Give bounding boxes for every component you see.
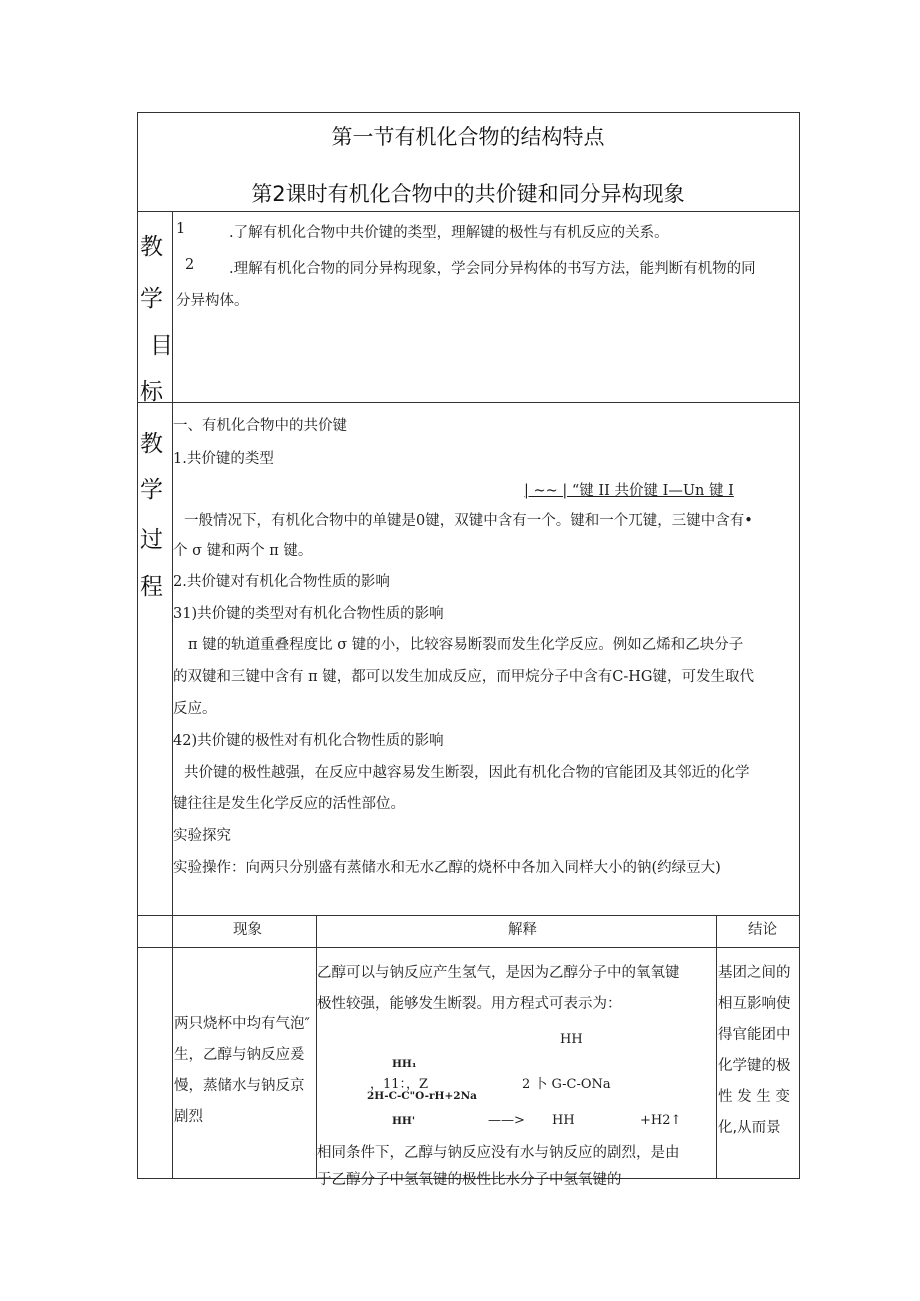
equation-reactant: 2H-C-C"O-rH+2Na xyxy=(367,1090,477,1102)
objective-1-number: 1 xyxy=(176,221,186,237)
objectives-label-char: 教 xyxy=(140,234,163,260)
phenomenon-line: 生，乙醇与钠反应爰 xyxy=(174,1047,305,1063)
paragraph-line: 键往往是发生化学反应的活性部位。 xyxy=(173,796,405,812)
process-label-char: 教 xyxy=(140,431,163,457)
explanation-line: 极性较强，能够发生断裂。用方程式可表示为： xyxy=(317,996,622,1012)
phenomenon-line: 剧烈 xyxy=(174,1109,203,1125)
phenomenon-column-border xyxy=(316,915,317,1179)
objectives-label-char: 标 xyxy=(140,379,163,405)
phenomenon-line: 两只烧杯中均有气泡″ xyxy=(174,1016,310,1032)
equation-h2: +H2↑ xyxy=(640,1113,682,1128)
column-header-conclusion: 结论 xyxy=(748,922,777,938)
equation-hh1: HH₁ xyxy=(392,1058,417,1070)
conclusion-column-border xyxy=(716,915,717,1179)
bond-type-diagram: | ~~ | “键 II 共价键 I—Un 键 I xyxy=(524,483,734,499)
equation-arrow: ——> xyxy=(488,1113,525,1128)
section-title: 第一节有机化合物的结构特点 xyxy=(331,125,605,149)
equation-hh-left: HH' xyxy=(392,1115,416,1127)
conclusion-line: 得官能团中 xyxy=(718,1027,791,1043)
table-right-border xyxy=(799,112,800,1179)
conclusion-line: 化,从而景 xyxy=(718,1120,781,1136)
paragraph-line: 共价键的极性越强，在反应中越容易发生断裂，因此有机化合物的官能团及其邻近的化学 xyxy=(184,765,750,781)
process-label-char: 程 xyxy=(140,574,163,600)
explanation-clip xyxy=(316,1160,716,1188)
objectives-bottom-border xyxy=(137,402,800,403)
conclusion-line: 性 发 生 变 xyxy=(718,1089,790,1105)
experiment-operation: 实验操作：向两只分别盛有蒸储水和无水乙醇的烧杯中各加入同样大小的钠(约绿豆大) xyxy=(173,860,721,876)
objective-2-text-cont: 分异构体。 xyxy=(176,293,249,309)
phenomenon-line: 慢，蒸储水与钠反京 xyxy=(174,1078,305,1094)
paragraph-line: 一般情况下，有机化合物中的单键是0键，双键中含有一个。键和一个兀键，三键中含有• xyxy=(184,513,753,529)
conclusion-line: 化学键的极 xyxy=(718,1058,791,1074)
subheading: 42)共价键的极性对有机化合物性质的影响 xyxy=(173,733,444,749)
inner-table-top-border xyxy=(137,915,800,916)
column-header-explanation: 解释 xyxy=(508,922,537,938)
table-left-border xyxy=(137,112,138,1179)
explanation-line: 相同条件下，乙醇与钠反应没有水与钠反应的剧烈，是由 xyxy=(317,1145,680,1161)
subheading: 2.共价键对有机化合物性质的影响 xyxy=(173,574,390,590)
conclusion-line: 相互影响使 xyxy=(718,996,791,1012)
inner-table-header-border xyxy=(137,947,800,948)
equation-hh-top: HH xyxy=(560,1032,583,1047)
paragraph-line: 反应。 xyxy=(173,701,217,717)
lesson-title: 第2课时有机化合物中的共价键和同分异构现象 xyxy=(251,182,685,206)
subheading: 1.共价键的类型 xyxy=(173,451,274,467)
subheading: 31)共价键的类型对有机化合物性质的影响 xyxy=(173,606,444,622)
equation-mid-left: ，11：，Z xyxy=(370,1077,429,1092)
objective-2-number: 2 xyxy=(185,257,195,273)
section-heading: 一、有机化合物中的共价键 xyxy=(173,418,347,434)
objective-2-text: .理解有机化合物的同分异构现象，学会同分异构体的书写方法，能判断有机物的同 xyxy=(229,261,756,277)
objectives-label-char: 目 xyxy=(150,333,173,359)
column-header-phenomenon: 现象 xyxy=(233,922,262,938)
process-label-char: 过 xyxy=(140,527,163,553)
equation-hh-right: HH xyxy=(552,1113,575,1128)
table-top-border xyxy=(137,112,800,113)
objectives-label-char: 学 xyxy=(140,286,163,312)
header-bottom-border xyxy=(137,211,800,212)
paragraph-line: π 键的轨道重叠程度比 σ 键的小，比较容易断裂而发生化学反应。例如乙烯和乙块分子 xyxy=(188,637,744,653)
objective-1-text: .了解有机化合物中共价键的类型，理解键的极性与有机反应的关系。 xyxy=(229,225,669,241)
experiment-title: 实验探究 xyxy=(173,828,231,844)
paragraph-line: 个 σ 键和两个 π 键。 xyxy=(173,543,313,559)
paragraph-line: 的双键和三键中含有 π 键，都可以发生加成反应，而甲烷分子中含有C-HG键，可发生取代 xyxy=(173,669,754,685)
equation-product: 2 卜 G-C-ONa xyxy=(522,1077,611,1092)
explanation-line: 乙醇可以与钠反应产生氢气，是因为乙醇分子中的氧氧键 xyxy=(317,965,680,981)
conclusion-line: 基团之间的 xyxy=(718,965,791,981)
explanation-line: 于乙醇分子中氢氧键的极性比水分子中氢氧键的 xyxy=(317,1172,622,1188)
process-label-char: 学 xyxy=(140,477,163,503)
